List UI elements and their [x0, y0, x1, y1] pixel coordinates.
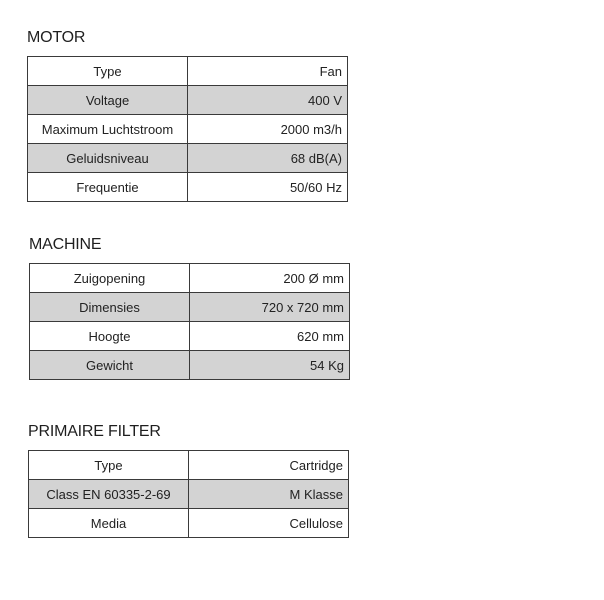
- spec-value: 400 V: [188, 86, 348, 115]
- spec-label: Zuigopening: [30, 264, 190, 293]
- spec-label: Media: [29, 509, 189, 538]
- table-row: [30, 293, 350, 322]
- spec-label: Hoogte: [30, 322, 190, 351]
- spec-label: Gewicht: [30, 351, 190, 380]
- spec-label: Type: [29, 451, 189, 480]
- spec-label: Dimensies: [30, 293, 190, 322]
- spec-value: Cartridge: [189, 451, 349, 480]
- spec-label: Voltage: [28, 86, 188, 115]
- table-row: [28, 115, 348, 144]
- spec-value: 54 Kg: [190, 351, 350, 380]
- machine-spec-table: [29, 263, 350, 380]
- spec-value: 68 dB(A): [188, 144, 348, 173]
- table-row: [28, 86, 348, 115]
- spec-value: 50/60 Hz: [188, 173, 348, 202]
- table-row: [28, 173, 348, 202]
- spec-label: Type: [28, 57, 188, 86]
- spec-label: Frequentie: [28, 173, 188, 202]
- spec-value: M Klasse: [189, 480, 349, 509]
- table-row: [28, 144, 348, 173]
- spec-value: 2000 m3/h: [188, 115, 348, 144]
- spec-label: Maximum Luchtstroom: [28, 115, 188, 144]
- table-row: [29, 509, 349, 538]
- section-title-primaire-filter: PRIMAIRE FILTER: [28, 423, 161, 440]
- spec-value: Fan: [188, 57, 348, 86]
- motor-spec-table: [27, 56, 348, 202]
- spec-label: Geluidsniveau: [28, 144, 188, 173]
- spec-value: 720 x 720 mm: [190, 293, 350, 322]
- table-row: [30, 264, 350, 293]
- filter-spec-table: [28, 450, 349, 538]
- spec-value: 620 mm: [190, 322, 350, 351]
- table-row: [29, 451, 349, 480]
- section-title-machine: MACHINE: [29, 236, 102, 253]
- table-row: [30, 351, 350, 380]
- table-row: [28, 57, 348, 86]
- spec-label: Class EN 60335-2-69: [29, 480, 189, 509]
- spec-value: 200 Ø mm: [190, 264, 350, 293]
- spec-value: Cellulose: [189, 509, 349, 538]
- table-row: [29, 480, 349, 509]
- table-row: [30, 322, 350, 351]
- section-title-motor: MOTOR: [27, 29, 86, 46]
